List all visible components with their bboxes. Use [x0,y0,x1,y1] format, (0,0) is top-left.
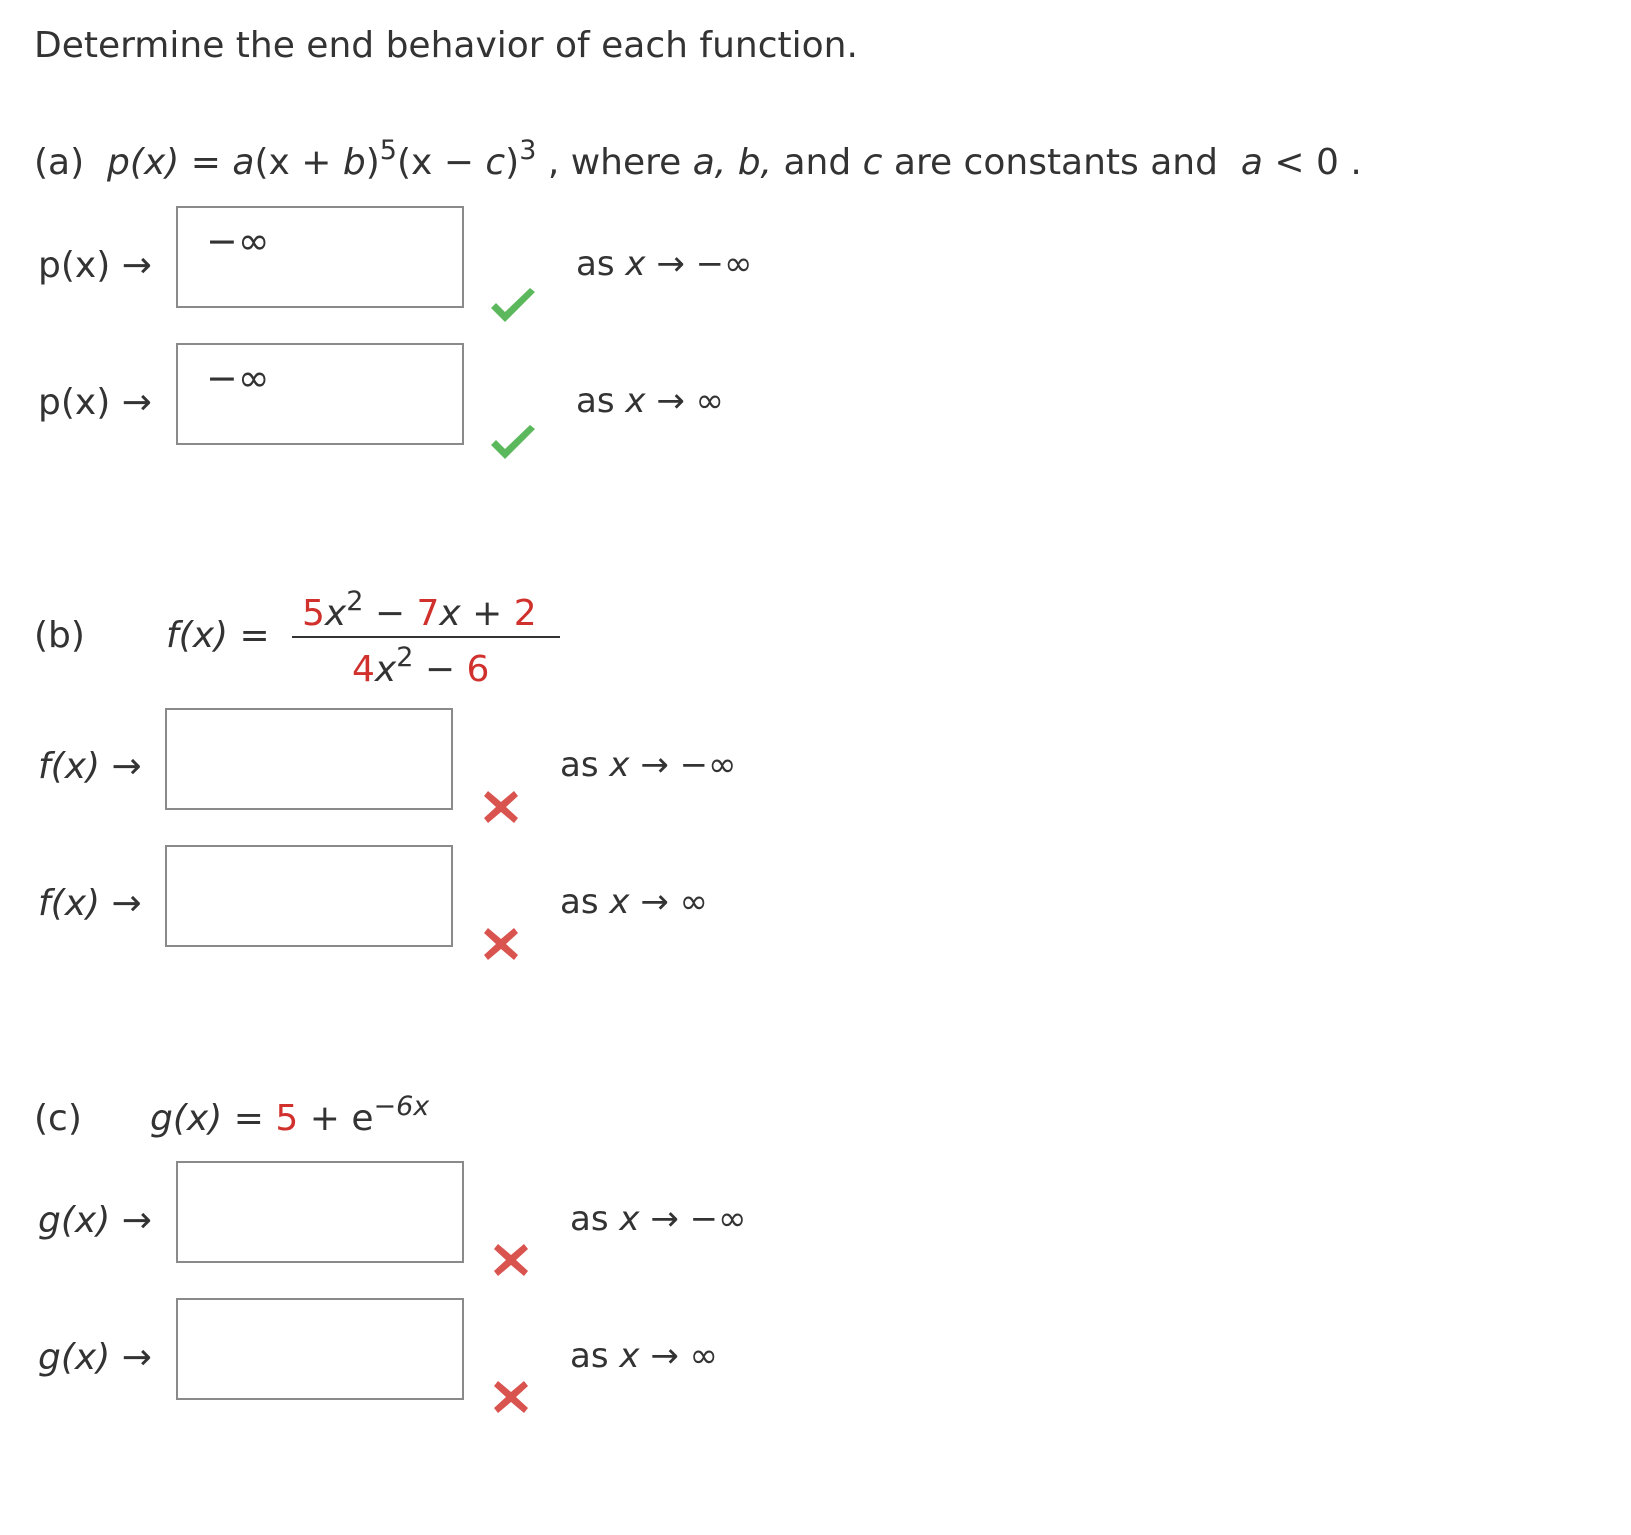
check-icon [488,423,538,463]
row-lhs: f(x) → [38,883,142,924]
part-a-fn: p(x) [107,142,180,183]
part-c-function: $g(x) = 5 + e^{-6x}$ [150,1091,430,1139]
limit-condition: as x → ∞ [560,882,708,922]
part-a-label: (a) [34,142,85,183]
cross-icon [482,788,520,826]
answer-input[interactable] [176,1161,464,1263]
limit-condition: as x → ∞ [570,1336,718,1376]
fraction-denominator: $4x^2 - 6$ [352,642,490,690]
answer-input[interactable] [165,708,453,810]
answer-input[interactable]: −∞ [176,343,464,445]
row-lhs: p(x) → [38,382,152,423]
instruction-text: Determine the end behavior of each function. [34,25,858,66]
answer-input[interactable]: −∞ [176,206,464,308]
limit-condition: as x → −∞ [570,1199,747,1239]
cross-icon [482,925,520,963]
check-icon [488,286,538,326]
row-lhs: g(x) → [38,1200,152,1241]
limit-condition: as x → ∞ [576,381,724,421]
row-lhs: g(x) → [38,1337,152,1378]
fraction-bar [292,636,560,638]
row-lhs: f(x) → [38,746,142,787]
part-c-label: (c) [34,1098,82,1139]
part-b-lhs: f(x) = [166,615,270,656]
row-lhs: p(x) → [38,245,152,286]
part-b-label: (b) [34,615,85,656]
cross-icon [492,1378,530,1416]
cross-icon [492,1241,530,1279]
answer-input[interactable] [165,845,453,947]
part-a-function: (a) $p(x) = a(x + b)^5(x - c)^3$ , where a, b, and c are constants and a < 0 . [34,135,1362,183]
limit-condition: as x → −∞ [576,244,753,284]
answer-input[interactable] [176,1298,464,1400]
limit-condition: as x → −∞ [560,745,737,785]
fraction-numerator: $5x^2 - 7x + 2$ [302,586,537,634]
